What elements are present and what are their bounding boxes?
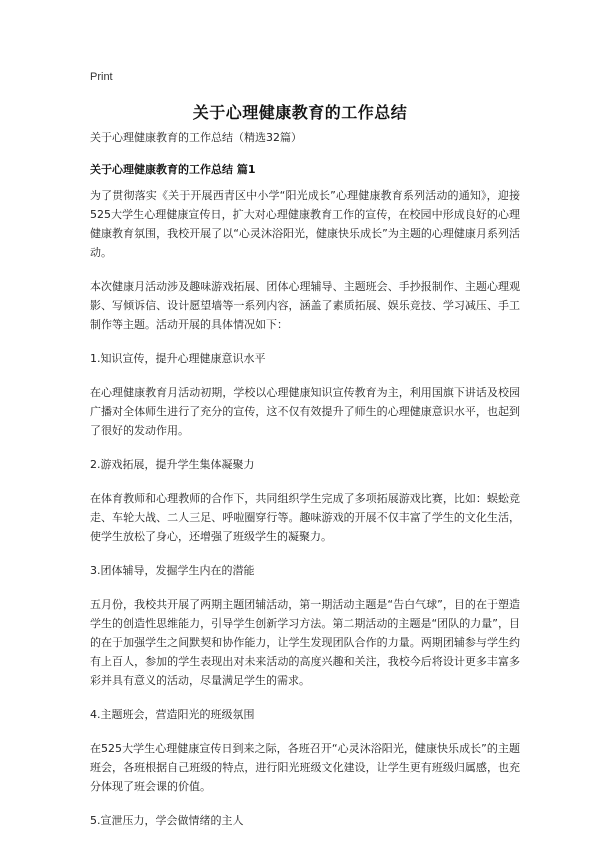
item-heading-1: 1.知识宣传，提升心理健康意识水平 bbox=[90, 352, 266, 365]
paragraph-item-4: 在525大学生心理健康宣传日到来之际，各班召开“心灵沐浴阳光，健康快乐成长”的主题班会，各班根据自己班级的特点，进行阳光班级文化建设，让学生更有班级归属感，也充分体现了班会课的价值。 bbox=[90, 742, 520, 793]
item-heading-4: 4.主题班会，营造阳光的班级氛围 bbox=[90, 708, 255, 721]
section-heading: 关于心理健康教育的工作总结 篇1 bbox=[90, 163, 256, 176]
document-body bbox=[90, 128, 520, 845]
document-title: 关于心理健康教育的工作总结 bbox=[192, 103, 408, 122]
item-heading-2: 2.游戏拓展，提升学生集体凝聚力 bbox=[90, 458, 255, 471]
print-link[interactable]: Print bbox=[90, 71, 113, 83]
paragraph-item-2: 在体育教师和心理教师的合作下，共同组织学生完成了多项拓展游戏比赛，比如：蜈蚣竞走、车轮大战、二人三足、呼啦圈穿行等。趣味游戏的开展不仅丰富了学生的文化生活，使学生放松了身心，还增强了班级学生的凝聚力。 bbox=[90, 492, 520, 543]
item-heading-5: 5.宣泄压力，学会做情绪的主人 bbox=[90, 814, 244, 827]
document-subtitle: 关于心理健康教育的工作总结（精选32篇） bbox=[90, 131, 302, 144]
paragraph-item-3: 五月份，我校共开展了两期主题团辅活动，第一期活动主题是“告白气球”，目的在于塑造学生的创造性思维能力，引导学生创新学习方法。第二期活动的主题是“团队的力量”，目的在于加强学生之间默契和协作能力，让学生发现团队合作的力量。两期团辅参与学生约有上百人，参加的学生表现出对未来活动的高度兴趣和关注，我校今后将设计更多丰富多彩并具有意义的活动，尽量满足学生的需求。 bbox=[90, 598, 520, 687]
item-heading-3: 3.团体辅导，发掘学生内在的潜能 bbox=[90, 564, 255, 577]
paragraph-item-1: 在心理健康教育月活动初期，学校以心理健康知识宣传教育为主，利用国旗下讲话及校园广播对全体师生进行了充分的宣传，这不仅有效提升了师生的心理健康意识水平，也起到了很好的发动作用。 bbox=[90, 386, 520, 437]
paragraph-overview: 本次健康月活动涉及趣味游戏拓展、团体心理辅导、主题班会、手抄报制作、主题心理观影、写倾诉信、设计愿望墙等一系列内容，涵盖了素质拓展、娱乐竞技、学习减压、手工制作等主题。活动开展的具体情况如下： bbox=[90, 280, 520, 331]
paragraph-intro: 为了贯彻落实《关于开展西青区中小学“阳光成长”心理健康教育系列活动的通知》，迎接525大学生心理健康宣传日，扩大对心理健康教育工作的宣传，在校园中形成良好的心理健康教育氛围，我校开展了以“心灵沐浴阳光，健康快乐成长”为主题的心理健康月系列活动。 bbox=[90, 189, 520, 259]
